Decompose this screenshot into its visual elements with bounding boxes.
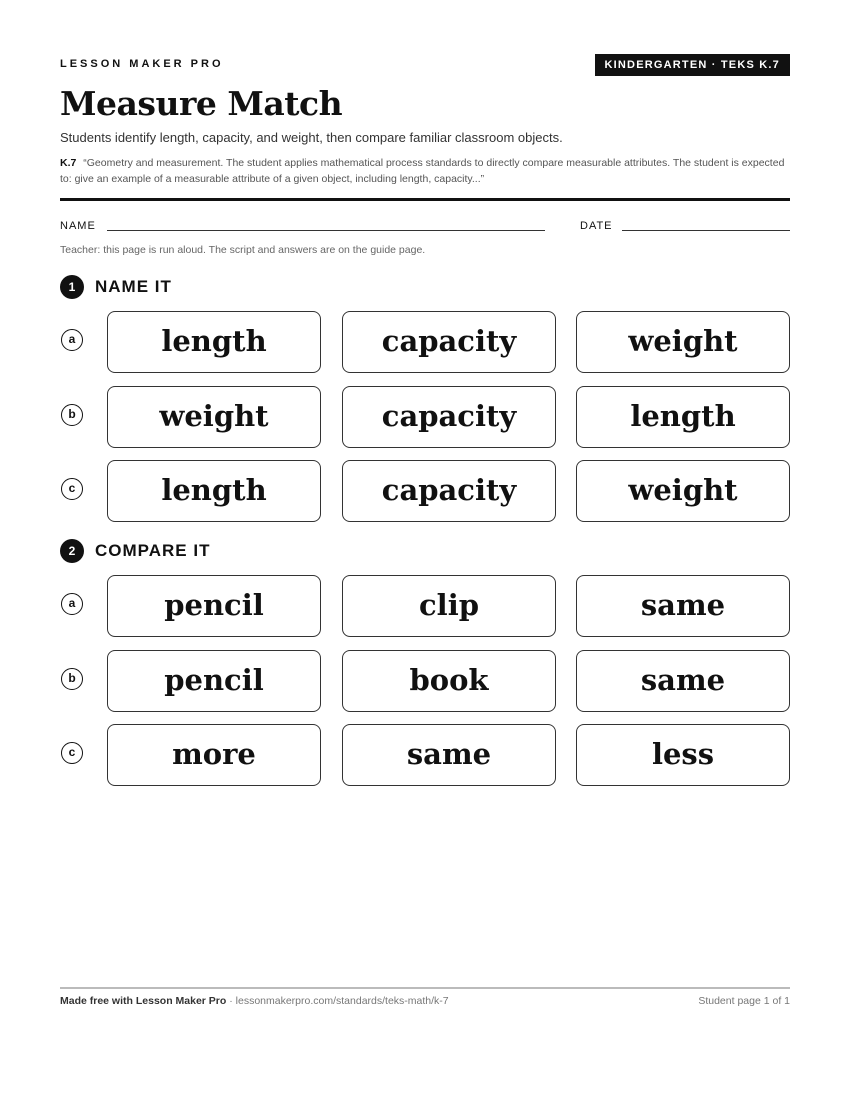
answer-card[interactable]: length <box>576 386 790 448</box>
answer-card[interactable]: same <box>576 650 790 712</box>
answer-card[interactable]: book <box>342 650 556 712</box>
answer-card[interactable]: more <box>107 724 321 786</box>
page-subtitle: Students identify length, capacity, and weight, then compare familiar classroom objects. <box>60 130 563 145</box>
row-letter: b <box>61 404 83 426</box>
section-number: 2 <box>60 539 84 563</box>
row-letter: c <box>61 742 83 764</box>
answer-card[interactable]: capacity <box>342 460 556 522</box>
header-divider <box>60 198 790 201</box>
section-title: COMPARE IT <box>95 541 222 561</box>
footer-divider <box>60 987 790 989</box>
section-title: NAME IT <box>95 277 184 297</box>
section-name-it-header <box>60 275 790 299</box>
answer-card[interactable]: less <box>576 724 790 786</box>
footer-url[interactable]: · lessonmakerpro.com/standards/teks-math/k-7 <box>229 995 449 1007</box>
answer-card[interactable]: same <box>342 724 556 786</box>
question-row <box>60 724 790 786</box>
name-label: NAME <box>60 220 96 232</box>
page-title: Measure Match <box>60 84 343 123</box>
row-letter: c <box>61 478 83 500</box>
answer-card[interactable]: weight <box>576 311 790 373</box>
row-letter: a <box>61 593 83 615</box>
name-date-row <box>60 220 790 234</box>
question-row <box>60 386 790 448</box>
question-row <box>60 575 790 637</box>
row-letter: a <box>61 329 83 351</box>
section-number: 1 <box>60 275 84 299</box>
answer-card[interactable]: weight <box>107 386 321 448</box>
footer-credit <box>60 995 449 1007</box>
date-field[interactable] <box>622 230 790 231</box>
footer-made-with: Made free with Lesson Maker Pro <box>60 995 227 1007</box>
date-label: DATE <box>580 220 613 232</box>
grade-badge: KINDERGARTEN · TEKS K.7 <box>595 54 791 76</box>
footer-page-number: Student page 1 of 1 <box>698 995 790 1007</box>
section-compare-it-header <box>60 539 790 563</box>
answer-card[interactable]: same <box>576 575 790 637</box>
row-letter: b <box>61 668 83 690</box>
answer-card[interactable]: capacity <box>342 311 556 373</box>
answer-card[interactable]: length <box>107 311 321 373</box>
brand-name: LESSON MAKER PRO <box>60 58 224 70</box>
answer-card[interactable]: clip <box>342 575 556 637</box>
standard-description <box>60 155 790 187</box>
answer-card[interactable]: weight <box>576 460 790 522</box>
answer-card[interactable]: length <box>107 460 321 522</box>
teacher-note: Teacher: this page is run aloud. The script and answers are on the guide page. <box>60 244 426 256</box>
answer-card[interactable]: pencil <box>107 650 321 712</box>
answer-card[interactable]: capacity <box>342 386 556 448</box>
question-row <box>60 460 790 522</box>
answer-card[interactable]: pencil <box>107 575 321 637</box>
name-field[interactable] <box>107 230 545 231</box>
standard-text: “Geometry and measurement. The student applies mathematical process standards to directly compare measurable attributes. The student is expected to: give an example of a measurable attribute of a given object, including length, capacity...” <box>60 157 785 185</box>
question-row <box>60 650 790 712</box>
question-row <box>60 311 790 373</box>
standard-code: K.7 <box>60 157 77 169</box>
